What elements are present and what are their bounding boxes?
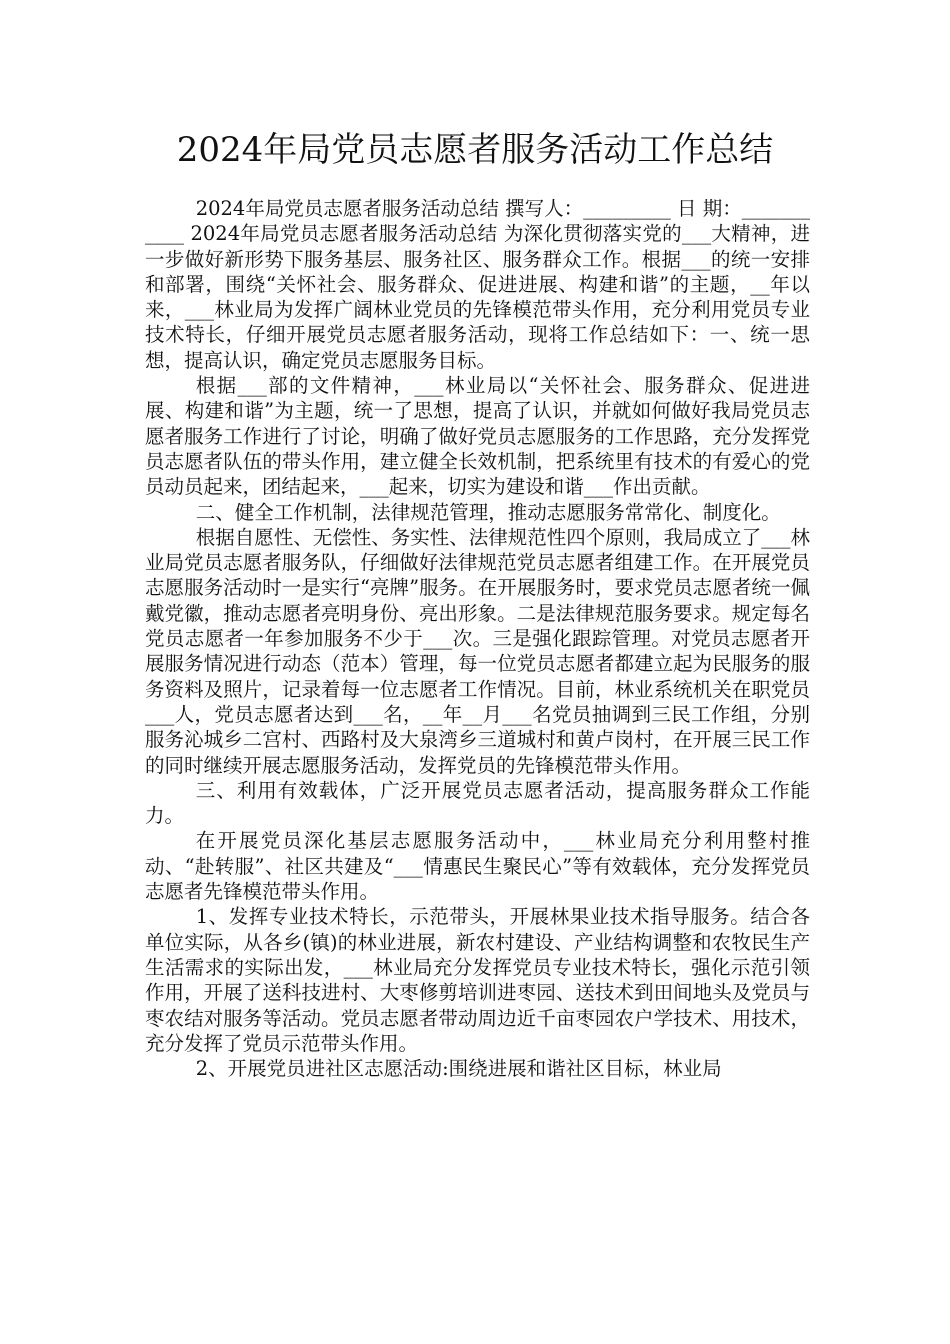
paragraph-item-two: 2、开展党员进社区志愿活动:围绕进展和谐社区目标，林业局	[195, 1057, 722, 1081]
paragraph-section-three: 在开展党员深化基层志愿服务活动中，___林业局充分利用整村推动、“赴转服”、社区共建及“___情惠民生聚民心”等有效载体，充分发挥党员志愿者先锋模范带头作用。	[145, 829, 810, 904]
paragraph-section-one: 根据___部的文件精神，___林业局以“关怀社会、服务群众、促进进展、构建和谐”为主题，统一了思想，提高了认识，并就如何做好我局党员志愿者服务工作进行了讨论，明确了做好党员志愿服务的工作思路，充分发挥党员志愿者队伍的带头作用，建立健全长效机制，把系统里有技术的有爱心的党员动员起来，团结起来，___起来，切实为建设和谐___作出贡献。	[145, 374, 810, 499]
paragraph-section-two: 根据自愿性、无偿性、务实性、法律规范性四个原则，我局成立了___林业局党员志愿者服务队，仔细做好法律规范党员志愿者组建工作。在开展党员志愿服务活动时一是实行“亮牌”服务。在开展服务时，要求党员志愿者统一佩戴党徽，推动志愿者亮明身份、亮出形象。二是法律规范服务要求。规定每名党员志愿者一年参加服务不少于___次。三是强化跟踪管理。对党员志愿者开展服务情况进行动态（范本）管理，每一位党员志愿者都建立起为民服务的服务资料及照片，记录着每一位志愿者工作情况。目前，林业系统机关在职党员___人，党员志愿者达到___名，__年__月___名党员抽调到三民工作组，分别服务沁城乡二宫村、西路村及大泉湾乡三道城村和黄卢岗村，在开展三民工作的同时继续开展志愿服务活动，发挥党员的先锋模范带头作用。	[145, 525, 810, 777]
document-title: 2024年局党员志愿者服务活动工作总结	[176, 130, 774, 170]
paragraph-intro: 2024年局党员志愿者服务活动总结 撰写人：_________ 日 期：___________ 2024年局党员志愿者服务活动总结 为深化贯彻落实党的___大精神，进一步做好新形势下服务基层、服务社区、服务群众工作。根据___的统一安排和部署，围绕“关怀社会、服务群众、促进进展、构建和谐”的主题，__年以来，___林业局为发挥广阔林业党员的先锋模范带头作用，充分利用党员专业技术特长，仔细开展党员志愿者服务活动，现将工作总结如下：一、统一思想，提高认识，确定党员志愿服务目标。	[145, 197, 810, 372]
paragraph-item-one: 1、发挥专业技术特长，示范带头，开展林果业技术指导服务。结合各单位实际，从各乡(镇)的林业进展，新农村建设、产业结构调整和农牧民生产生活需求的实际出发，___林业局充分发挥党员专业技术特长，强化示范引领作用，开展了送科技进村、大枣修剪培训进枣园、送技术到田间地头及党员与枣农结对服务等活动。党员志愿者带动周边近千亩枣园农户学技术、用技术，充分发挥了党员示范带头作用。	[145, 905, 810, 1055]
paragraph-heading-three: 三、利用有效载体，广泛开展党员志愿者活动，提高服务群众工作能力。	[145, 778, 810, 828]
document-body	[145, 196, 810, 1081]
paragraph-heading-two: 二、健全工作机制，法律规范管理，推动志愿服务常常化、制度化。	[195, 500, 781, 524]
